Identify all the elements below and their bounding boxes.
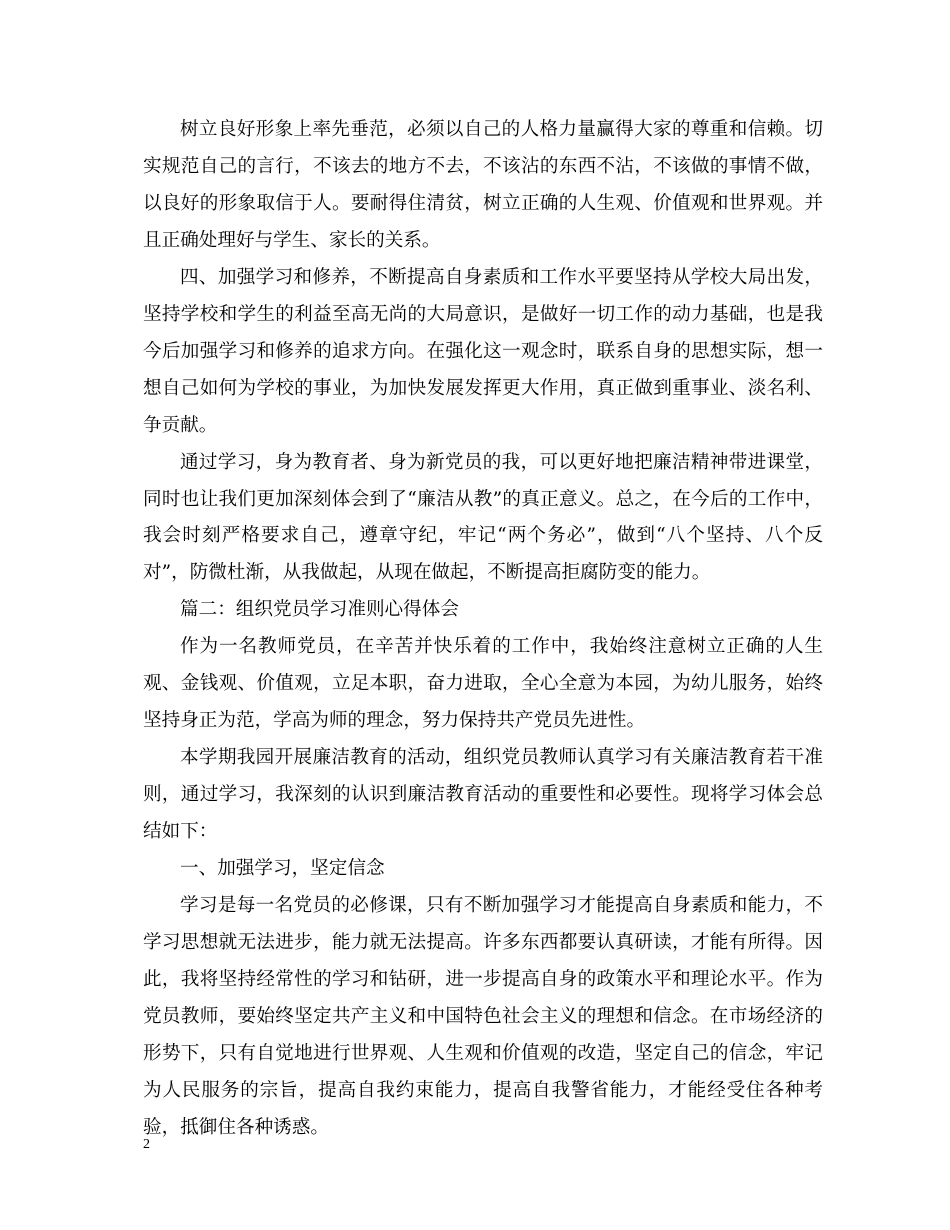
heading-part-two: 篇二：组织党员学习准则心得体会 bbox=[180, 599, 459, 621]
paragraph-semester-activity: 本学期我园开展廉洁教育的活动，组织党员教师认真学习有关廉洁教育若干准则，通过学习，我深刻的认识到廉洁教育活动的重要性和必要性。现将学习体会总结如下： bbox=[143, 747, 823, 843]
paragraph-study-belief: 学习是每一名党员的必修课，只有不断加强学习才能提高自身素质和能力，不学习思想就无法进步，能力就无法提高。许多东西都要认真研读，才能有所得。因此，我将坚持经常性的学习和钻研，进一步提高自身的政策水平和理论水平。作为党员教师，要始终坚定共产主义和中国特色社会主义的理想和信念。在市场经济的形势下，只有自觉地进行世界观、人生观和价值观的改造，坚定自己的信念，牢记为人民服务的宗旨，提高自我约束能力，提高自我警省能力，才能经受住各种考验，抵御住各种诱惑。 bbox=[143, 895, 823, 1138]
paragraph-leadership-image: 树立良好形象上率先垂范，必须以自己的人格力量赢得大家的尊重和信赖。切实规范自己的言行，不该去的地方不去，不该沾的东西不沾，不该做的事情不做，以良好的形象取信于人。要耐得住清贫，树立正确的人生观、价值观和世界观。并且正确处理好与学生、家长的关系。 bbox=[143, 119, 823, 251]
paragraph-section-four: 四、加强学习和修养，不断提高自身素质和工作水平要坚持从学校大局出发，坚持学校和学生的利益至高无尚的大局意识，是做好一切工作的动力基础，也是我今后加强学习和修养的追求方向。在强化这一观念时，联系自身的思想实际，想一想自己如何为学校的事业，为加快发展发挥更大作用，真正做到重事业、淡名利、争贡献。 bbox=[143, 266, 823, 436]
paragraph-teacher-member: 作为一名教师党员，在辛苦并快乐着的工作中，我始终注意树立正确的人生观、金钱观、价值观，立足本职，奋力进取，全心全意为本园，为幼儿服务，始终坚持身正为范，学高为师的理念，努力保持共产党员先进性。 bbox=[143, 636, 823, 732]
page-number: 2 bbox=[143, 1137, 150, 1152]
paragraph-conclusion: 通过学习，身为教育者、身为新党员的我，可以更好地把廉洁精神带进课堂，同时也让我们更加深刻体会到了“廉洁从教”的真正意义。总之，在今后的工作中，我会时刻严格要求自己，遵章守纪，牢记“两个务必”，做到“八个坚持、八个反对”，防微杜渐，从我做起，从现在做起，不断提高拒腐防变的能力。 bbox=[143, 451, 823, 584]
document-body bbox=[143, 112, 823, 1147]
heading-section-one: 一、加强学习，坚定信念 bbox=[180, 858, 385, 880]
